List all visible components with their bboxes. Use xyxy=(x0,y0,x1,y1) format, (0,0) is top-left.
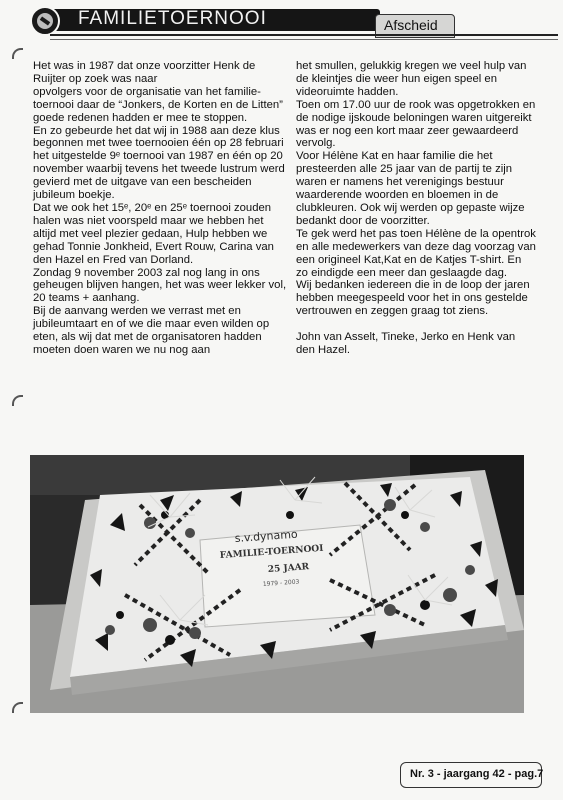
cake-text-jubilee: 25 JAAR xyxy=(267,562,310,575)
page-number: Nr. 3 - jaargang 42 - pag.7 xyxy=(410,768,544,780)
club-logo-icon xyxy=(30,6,60,36)
page-header xyxy=(30,6,558,36)
section-label: Afscheid xyxy=(384,17,438,33)
article-column-right: het smullen, gelukkig kregen we veel hulp van de kleintjes die weer hun eigen speel en videoruimte hadden. Toen om 17.00 uur de rook was opgetrokken en de nodige ijskoude beloningen waren uitgereikt was er nog een kort maar zeer gewaardeerd vervolg. Voor Hélène Kat en haar familie die het presteerden alle 25 jaar van de partij te zijn waren er namens het verenigings bestuur waarderende woorden en bloemen in de clubkleuren. Ook wij werden op gepaste wijze bedankt door de voorzitter. Te gek werd het pas toen Hélène de la opentrok en alle medewerkers van deze dag voorzag van een origineel Kat,Kat en de Katjes T-shirt. En zo eindigde een meer dan geslaagde dag. Wij bedanken iedereen die in de loop der jaren hebben meegespeeld voor het in ons gestelde vertrouwen en zeggen graag tot ziens. John van Asselt, Tineke, Jerko en Henk van den Hazel. xyxy=(296,60,536,356)
page-footer xyxy=(400,762,542,788)
binder-hole-top xyxy=(12,48,23,59)
binder-hole-bottom xyxy=(12,702,23,713)
cake-photo xyxy=(30,455,524,713)
cake-text-years: 1979 - 2003 xyxy=(262,578,300,588)
page-title: FAMILIETOERNOOI xyxy=(78,8,267,29)
article-column-left: Het was in 1987 dat onze voorzitter Henk de Ruijter op zoek was naar opvolgers voor de organisatie van het familie-toernooi daar de “Jonkers, de Korten en de Litten” goede redenen hadden er mee te stoppen. En zo gebeurde het dat wij in 1988 aan deze klus begonnen met twee toernooien één op 28 februari het uitgestelde 9ᵉ toernooi van 1987 en één op 20 november waarbij tevens het tweede lustrum werd gevierd met de uitgave van een bescheiden jubileum boekje. Dat we ook het 15ᵉ, 20ᵉ en 25ᵉ toernooi zouden halen was niet voorspeld maar we hebben het altijd met veel plezier gedaan, Hulp hebben we gehad Tonnie Jonkheid, Evert Rouw, Carina van den Hazel en Fred van Dorland. Zondag 9 november 2003 zal nog lang in ons geheugen blijven hangen, het was weer lekker vol, 20 teams + aanhang. Bij de aanvang werden we verrast met en jubileumtaart en of we die maar even wilden op eten, als wij dat met de organisatoren hadden moeten doen waren we nu nog aan xyxy=(33,60,287,356)
cake-text-club: s.v.dynamo xyxy=(234,527,299,545)
header-divider xyxy=(50,34,558,36)
binder-hole-middle xyxy=(12,395,23,406)
cake-photo-image xyxy=(30,455,524,713)
cake-text-event: FAMILIE-TOERNOOI xyxy=(219,543,324,561)
header-divider-thin xyxy=(50,39,558,40)
